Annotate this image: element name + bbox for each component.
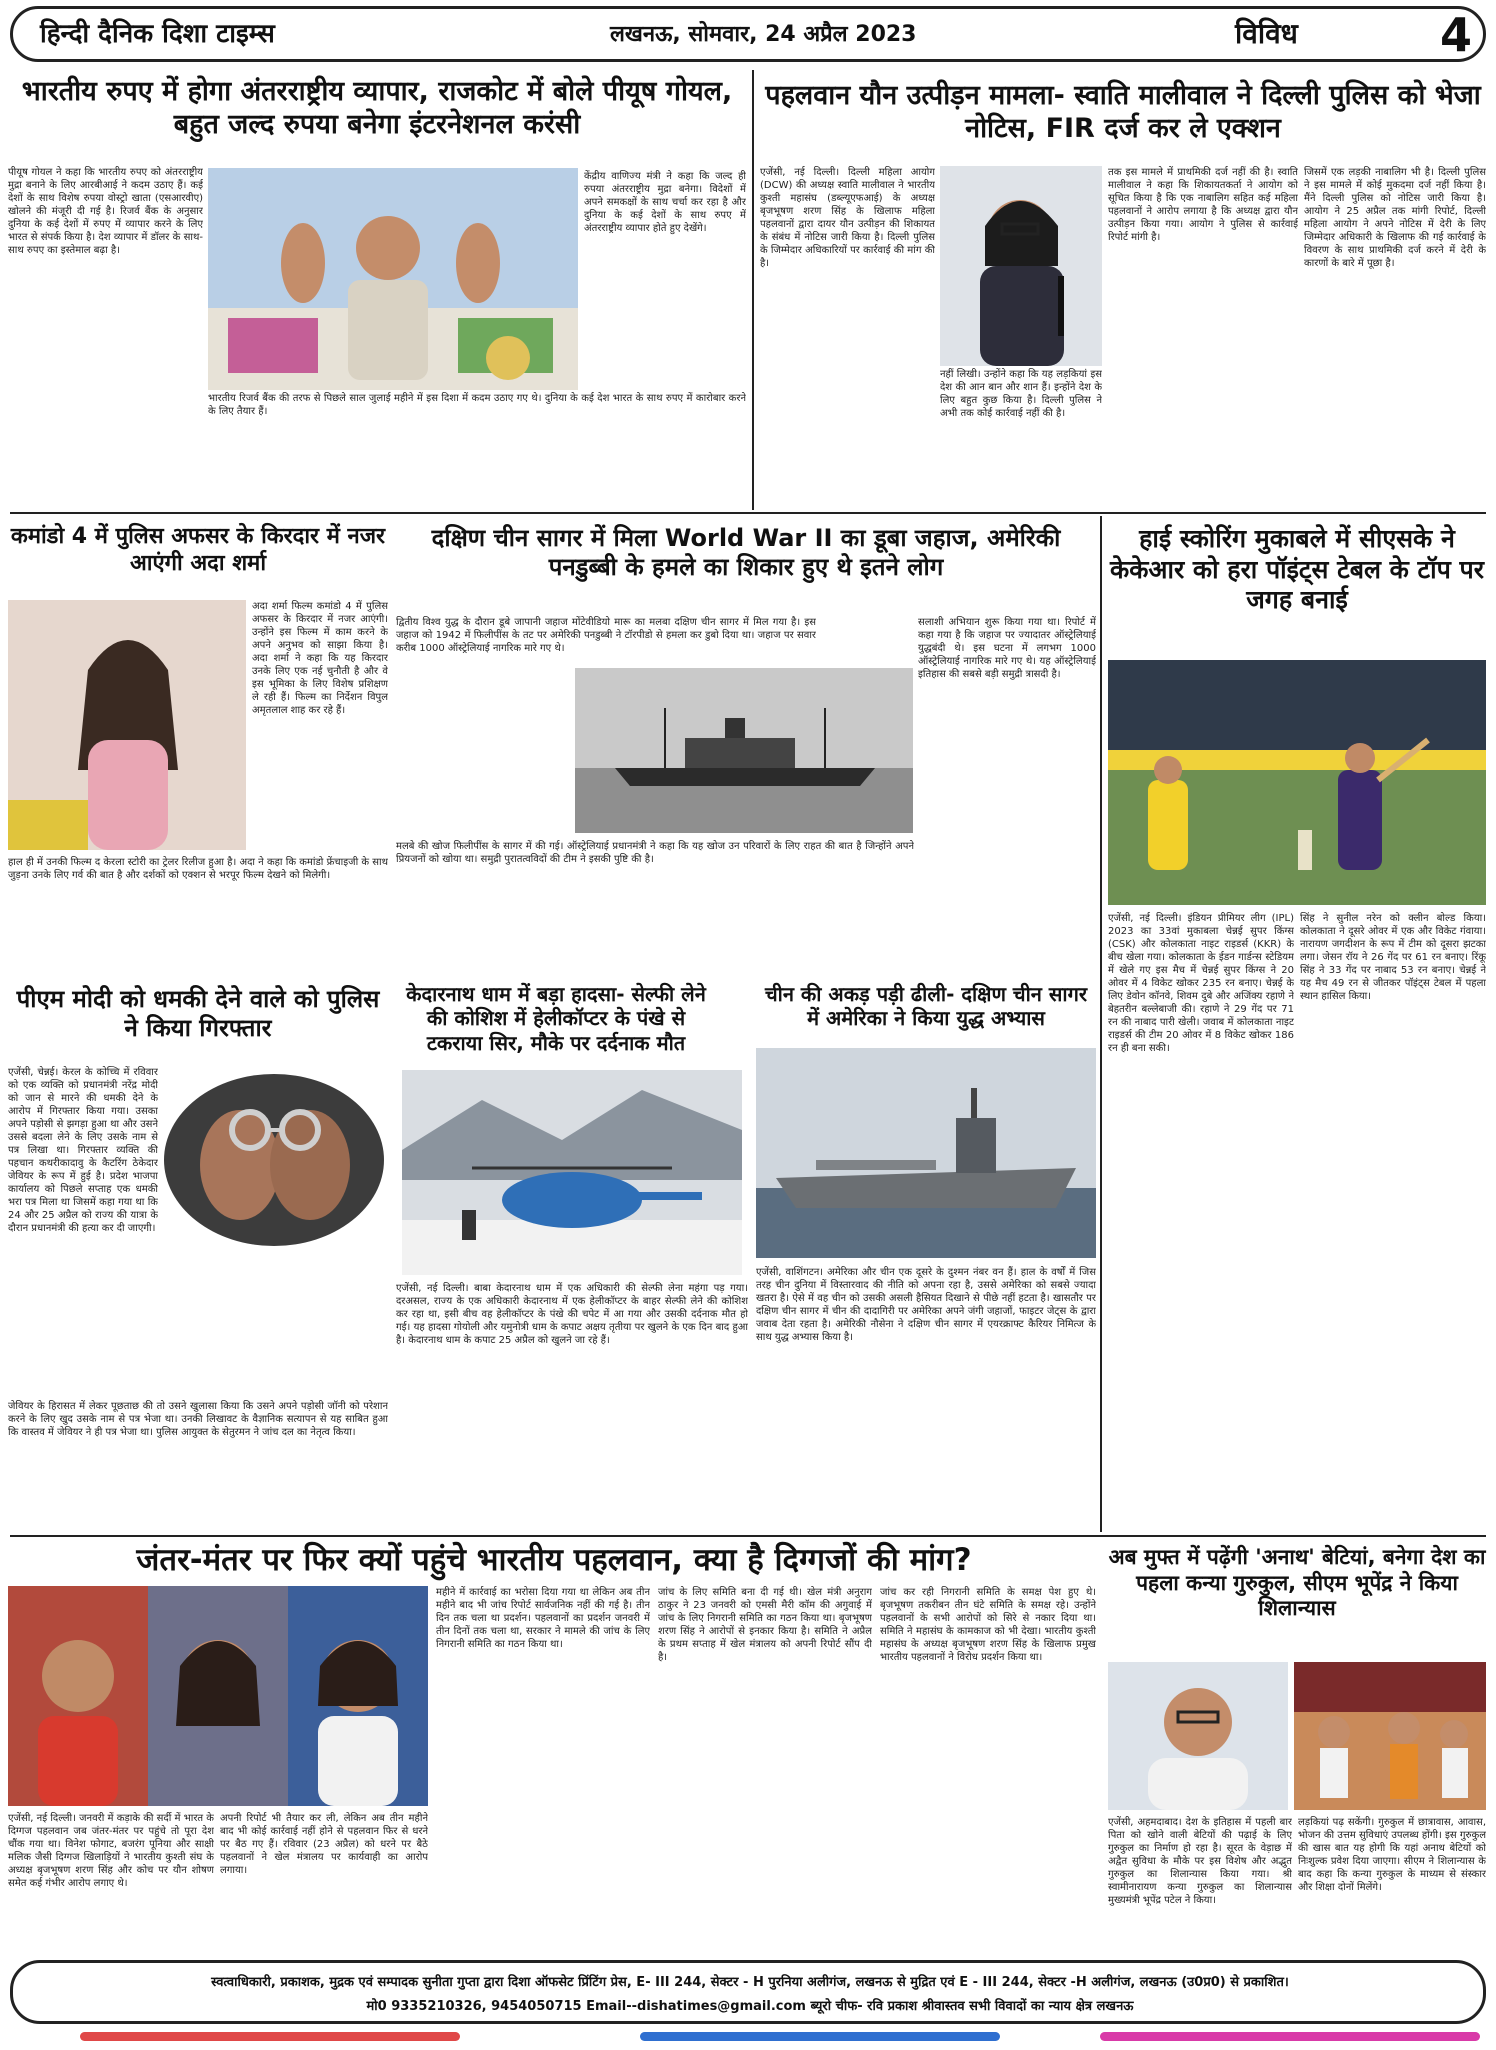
headline-piyush-goyal: भारतीय रुपए में होगा अंतरराष्ट्रीय व्यापार, राजकोट में बोले पीयूष गोयल, बहुत जल्द रुपया बनेगा इंटरनेशनल करंसी (21, 76, 733, 140)
photo-cricket-match (1108, 660, 1486, 905)
headline-commando-4: कमांडो 4 में पुलिस अफसर के किरदार में नजर आएंगी अदा शर्मा (10, 524, 386, 576)
photo-swati-maliwal (940, 166, 1102, 366)
headline-world-war-ii-ship: दक्षिण चीन सागर में मिला World War II का डूबा जहाज, अमेरिकी पनडुब्बी के हमले का शिकार हुए थे इतने लोग (431, 524, 1061, 582)
article-body: जिसमें एक लड़की नाबालिग भी है। दिल्ली पुलिस ने इस मामले में कोई मुकदमा दर्ज नहीं किया है। मैंने दिल्ली पुलिस को नोटिस जारी किया है। आयोग ने 25 अप्रैल तक मांगी रिपोर्ट, दिल्ली महिला आयोग ने अपने नोटिस में देरी के लिए जिम्मेदार अधिकारी के खिलाफ की गई कार्रवाई के विवरण के साथ प्राथमिकी दर्ज करने में देरी के कारणों के बारे में पूछा है। (1304, 167, 1486, 269)
article-body: जेवियर के हिरासत में लेकर पूछताछ की तो उसने खुलासा किया कि उसने अपने पड़ोसी जॉनी को परेशान करने के लिए खुद उसके नाम से पत्र भेजा था। उनकी लिखावट के वैज्ञानिक सत्यापन से यह साबित हुआ कि वास्तव में जेवियर ने ही पत्र भेजा था। पुलिस आयुक्त के सेतुरमन ने जांच दल का नेतृत्व किया। (8, 1401, 388, 1438)
article-body: एजेंसी, वाशिंगटन। अमेरिका और चीन एक दूसरे के दुश्मन नंबर वन हैं। हाल के वर्षों में जिस तरह चीन दुनिया में विस्तारवाद की नीति को अपना रहा है, उससे अमेरिका को सबसे ज्यादा खतरा है। ऐसे में वह चीन को उसकी असली हैसियत दिखाने से पीछे नहीं हटता है। खासतौर पर दक्षिण चीन सागर में चीन की दादागिरी पर अमेरिका अपने जंगी जहाजों, फाइटर जेट्स के द्वारा जवाब देता रहता है। अमेरिकी नौसेना ने दक्षिण चीन सागर में एयरक्राफ्ट कैरियर निमित्ज के साथ युद्ध अभ्यास किया है। (756, 1267, 1096, 1343)
article-body: अदा शर्मा फिल्म कमांडो 4 में पुलिस अफसर के किरदार में नजर आएंगी। उन्होंने इस फिल्म में काम करने के अपने अनुभव को साझा किया है। अदा शर्मा ने कहा कि यह किरदार उनके लिए एक नई चुनौती है और वे इस भूमिका के लिए विशेष प्रशिक्षण ले रही हैं। फिल्म का निर्देशन विपुल अमृतलाल शाह कर रहे हैं। (252, 601, 388, 716)
article-body: अपनी रिपोर्ट भी तैयार कर ली, लेकिन अब तीन महीने बाद भी कोई कार्रवाई नहीं होने से पहलवान फिर से धरने पर बैठ गए हैं। रविवार (23 अप्रैल) को धरने पर बैठे पहलवानों ने खेल मंत्रालय पर कार्यवाही का आरोप लगाया। (220, 1813, 428, 1876)
headline-gurukul: अब मुफ्त में पढ़ेंगी 'अनाथ' बेटियां, बनेगा देश का पहला कन्या गुरुकुल, सीएम भूपेंद्र ने किया शिलान्यास (1108, 1545, 1486, 1621)
article-body: द्वितीय विश्व युद्ध के दौरान डूबे जापानी जहाज मोंटेवीडियो मारू का मलबा दक्षिण चीन सागर में मिल गया है। इस जहाज को 1942 में फिलीपींस के तट पर अमेरिकी पनडुब्बी ने टॉरपीडो से हमला कर डुबो दिया था। जहाज पर सवार करीब 1000 ऑस्ट्रेलियाई नागरिक मारे गए थे। (396, 617, 816, 654)
dateline: लखनऊ, सोमवार, 24 अप्रैल 2023 (610, 22, 917, 47)
decorative-bar-pink (1100, 2032, 1480, 2041)
photo-helicopter (402, 1070, 742, 1275)
decorative-bar-blue (640, 2032, 1000, 2041)
article-body: पीयूष गोयल ने कहा कि भारतीय रुपए को अंतरराष्ट्रीय मुद्रा बनाने के लिए आरबीआई ने कदम उठाए हैं। कई देशों के साथ विशेष रुपया वोस्ट्रो खाता (एसआरवीए) खोलने की मंजूरी दी गई है। रिजर्व बैंक के अनुसार दुनिया के कई देशों में रुपए में व्यापार करने के लिए भारत से संपर्क किया है। देश व्यापार में डॉलर के साथ-साथ रुपए का इस्तेमाल बढ़ा है। (8, 167, 203, 256)
photo-adah-sharma (8, 600, 246, 850)
headline-south-china-sea: चीन की अकड़ पड़ी ढीली- दक्षिण चीन सागर में अमेरिका ने किया युद्ध अभ्यास (764, 982, 1088, 1031)
article-body: भारतीय रिजर्व बैंक की तरफ से पिछले साल जुलाई महीने में इस दिशा में कदम उठाए गए थे। दुनिया के कई देश भारत के साथ रुपए में कारोबार करने के लिए तैयार हैं। (208, 393, 746, 417)
article-body: केंद्रीय वाणिज्य मंत्री ने कहा कि जल्द ही रुपया अंतरराष्ट्रीय मुद्रा बनेगा। विदेशों में अपने समकक्षों के साथ चर्चा कर रहा है और दुनिया के कई देशों के साथ रुपए में अंतरराष्ट्रीय व्यापार होते हुए देखेंगे। (584, 171, 746, 234)
headline-pm-modi-threat: पीएम मोदी को धमकी देने वाले को पुलिस ने किया गिरफ्तार (16, 985, 380, 1043)
article-body: नहीं लिखी। उन्होंने कहा कि यह लड़कियां इस देश की आन बान और शान हैं। इन्होंने देश के लिए बहुत कुछ किया है। दिल्ली पुलिस ने अभी तक कोई कार्रवाई नहीं की है। (940, 369, 1102, 419)
divider (752, 70, 754, 510)
article-body: एजेंसी, नई दिल्ली। जनवरी में कड़ाके की सर्दी में भारत के दिग्गज पहलवान जब जंतर-मंतर पर पहुंचे तो पूरा देश चौंक गया था। विनेश फोगाट, बजरंग पूनिया और साक्षी मलिक जैसी दिग्गज खिलाड़ियों ने भारतीय कुश्ती संघ के अध्यक्ष बृजभूषण शरण सिंह और कोच पर यौन शोषण समेत कई गंभीर आरोप लगाए थे। (8, 1813, 214, 1889)
article-body: एजेंसी, नई दिल्ली। दिल्ली महिला आयोग (DCW) की अध्यक्ष स्वाति मालीवाल ने भारतीय कुश्ती महासंघ (डब्ल्यूएफआई) के अध्यक्ष बृजभूषण शरण सिंह के खिलाफ महिला पहलवानों द्वारा दायर यौन उत्पीड़न की शिकायत के संबंध में नोटिस जारी किया है। दिल्ली पुलिस के जिम्मेदार अधिकारियों पर कार्रवाई की मांग की है। (760, 167, 935, 269)
article-body: एजेंसी, नई दिल्ली। इंडियन प्रीमियर लीग (IPL) 2023 का 33वां मुकाबला चेन्नई सुपर किंग्स (CSK) और कोलकाता नाइट राइडर्स (KKR) के बीच खेला गया। कोलकाता के ईडन गार्डन्स स्टेडियम में खेले गए इस मैच में चेन्नई सुपर किंग्स ने 20 ओवर में 4 विकेट खोकर 235 रन बनाए। चेन्नई के लिए डेवोन कॉनवे, शिवम दुबे और अजिंक्य रहाणे ने बेहतरीन बल्लेबाजी की। रहाणे ने 29 गेंद पर 71 रन की नाबाद पारी खेली। जवाब में कोलकाता नाइट राइडर्स की टीम 20 ओवर में 8 विकेट खोकर 186 रन ही बना सकी। (1108, 913, 1294, 1054)
photo-cm-bhupendra-patel (1108, 1662, 1288, 1810)
photo-handcuffs (160, 1070, 388, 1250)
article-body: महीने में कार्रवाई का भरोसा दिया गया था लेकिन अब तीन महीने बाद भी जांच रिपोर्ट सार्वजनिक नहीं की गई है। तीन दिन तक चला था प्रदर्शन। पहलवानों का प्रदर्शन जनवरी में तीन दिनों तक चला था, सरकार ने मामले की जांच के लिए निगरानी समिति का गठन किया था। (436, 1587, 650, 1650)
headline-jantar-mantar: जंतर-मंतर पर फिर क्यों पहुंचे भारतीय पहलवान, क्या है दिग्गजों की मांग? (136, 1542, 972, 1578)
headline-swati-maliwal: पहलवान यौन उत्पीड़न मामला- स्वाति मालीवाल ने दिल्ली पुलिस को भेजा नोटिस, FIR दर्ज कर ले एक्शन (765, 80, 1481, 144)
article-body: एजेंसी, अहमदाबाद। देश के इतिहास में पहली बार पिता को खोने वाली बेटियों की पढ़ाई के लिए गुरुकुल का निर्माण हो रहा है। सूरत के वेड़ाछ में अद्वैत सुविधा के मौके पर इस विशेष और अद्भुत गुरुकुल का शिलान्यास किया गया। श्री स्वामीनारायण कन्या गुरुकुल का शिलान्यास मुख्यमंत्री भूपेंद्र पटेल ने किया। (1108, 1817, 1292, 1906)
divider (1100, 516, 1102, 1532)
contact-line: मो0 9335210326, 9454050715 Email--dishatimes@gmail.com ब्यूरो चीफ- रवि प्रकाश श्रीवास्तव सभी विवादों का न्याय क्षेत्र लखनऊ (366, 1999, 1134, 2014)
headline-kedarnath: केदारनाथ धाम में बड़ा हादसा- सेल्फी लेने की कोशिश में हेलीकॉप्टर के पंखे से टकराया सिर, मौके पर दर्दनाक मौत (406, 982, 706, 1055)
photo-wrestlers (8, 1586, 428, 1806)
article-body: लड़कियां पढ़ सकेंगी। गुरुकुल में छात्रावास, आवास, भोजन की उत्तम सुविधाएं उपलब्ध होंगी। इस गुरुकुल की खास बात यह होगी कि यहां अनाथ बेटियों को निःशुल्क प्रवेश दिया जाएगा। सीएम ने शिलान्यास के बाद कहा कि कन्या गुरुकुल के माध्यम से संस्कार और शिक्षा दोनों मिलेंगे। (1298, 1817, 1486, 1893)
imprint-line: स्वत्वाधिकारी, प्रकाशक, मुद्रक एवं सम्पादक सुनीता गुप्ता द्वारा दिशा ऑफसेट प्रिंटिंग प्रेस, E- III 244, सेक्टर - H पुरनिया अलीगंज, लखनऊ से मुद्रित एवं E - III 244, सेक्टर -H अलीगंज, लखनऊ (उ0प्र0) से प्रकाशित। (211, 1975, 1289, 1990)
article-body: मलबे की खोज फिलीपींस के सागर में की गई। ऑस्ट्रेलियाई प्रधानमंत्री ने कहा कि यह खोज उन परिवारों के लिए राहत की बात है जिन्होंने अपने प्रियजनों को खोया था। समुद्री पुरातत्वविदों की टीम ने इसकी पुष्टि की है। (396, 841, 914, 865)
article-body: एजेंसी, नई दिल्ली। बाबा केदारनाथ धाम में एक अधिकारी की सेल्फी लेना महंगा पड़ गया। दरअसल, राज्य के एक अधिकारी केदारनाथ में एक हेलीकॉप्टर के बाहर सेल्फी लेने की कोशिश कर रहा था, इसी बीच वह हेलीकॉप्टर के पंखे की चपेट में आ गया और उसकी दर्दनाक मौत हो गई। यह हादसा गोयोली और यमुनोत्री धाम के कपाट अक्षय तृतीया पर खुलने के एक दिन बाद हुआ है। केदारनाथ धाम के कपाट 25 अप्रैल को खुलने जा रहे हैं। (396, 1283, 748, 1346)
photo-aircraft-carrier (756, 1048, 1096, 1258)
page-number: 4 (1440, 8, 1473, 62)
divider (10, 1535, 1486, 1537)
article-body: जांच कर रही निगरानी समिति के समक्ष पेश हुए थे। बृजभूषण तकरीबन तीन घंटे समिति के समक्ष रहे। उन्होंने पहलवानों के सभी आरोपों को सिरे से नकार दिया था। समिति ने महासंघ के कामकाज को भी देखा। भारतीय कुश्ती महासंघ के अध्यक्ष बृजभूषण शरण सिंह के खिलाफ प्रमुख भारतीय पहलवानों ने विरोध प्रदर्शन किया था। (880, 1587, 1096, 1663)
photo-piyush-goyal (208, 168, 578, 390)
article-body: हाल ही में उनकी फिल्म द केरला स्टोरी का ट्रेलर रिलीज हुआ है। अदा ने कहा कि कमांडो फ्रेंचाइजी के साथ जुड़ना उनके लिए गर्व की बात है और दर्शकों को एक्शन से भरपूर फिल्म देखने को मिलेगी। (8, 857, 388, 881)
decorative-bar-red (80, 2032, 460, 2041)
article-body: तक इस मामले में प्राथमिकी दर्ज नहीं की है। स्वाति मालीवाल ने कहा कि शिकायतकर्ता ने आयोग को सूचित किया है कि एक नाबालिग सहित कई महिला पहलवानों ने आरोप लगाया है कि अध्यक्ष द्वारा यौन उत्पीड़न किया गया। आयोग ने पुलिस से कार्रवाई रिपोर्ट मांगी है। (1108, 167, 1298, 243)
article-body: एजेंसी, चेन्नई। केरल के कोच्चि में रविवार को एक व्यक्ति को प्रधानमंत्री नरेंद्र मोदी को जान से मारने की धमकी देने के आरोप में गिरफ्तार किया गया। उसका अपने पड़ोसी से झगड़ा हुआ था और उसने उससे बदला लेने के लिए उसके नाम से पत्र लिखा था। गिरफ्तार व्यक्ति की पहचान कथरीकादावु के कैटरिंग ठेकेदार जेवियर के रूप में हुई है। प्रदेश भाजपा कार्यालय को पिछले सप्ताह एक धमकी भरा पत्र मिला था जिसमें कहा गया था कि 24 और 25 अप्रैल को राज्य की यात्रा के दौरान प्रधानमंत्री की हत्या कर दी जाएगी। (8, 1067, 158, 1234)
photo-foundation-ceremony (1294, 1662, 1486, 1810)
newspaper-name: हिन्दी दैनिक दिशा टाइम्स (40, 19, 275, 49)
section-name: विविध (1235, 17, 1298, 50)
photo-sunken-ship (575, 668, 913, 833)
article-body: सिंह ने सुनील नरेन को क्लीन बोल्ड किया। कोलकाता ने दूसरे ओवर में एक और विकेट गंवाया। नारायण जगदीशन के रूप में टीम को दूसरा झटका लगा। जेसन रॉय ने 26 गेंद पर 61 रन बनाए। रिंकू सिंह ने 33 गेंद पर नाबाद 53 रन बनाए। चेन्नई ने यह मैच 49 रन से जीतकर पॉइंट्स टेबल में पहला स्थान हासिल किया। (1300, 913, 1486, 1002)
headline-csk-kkr: हाई स्कोरिंग मुकाबले में सीएसके ने केकेआर को हरा पॉइंट्स टेबल के टॉप पर जगह बनाई (1110, 524, 1484, 614)
footer-frame (10, 1960, 1486, 2024)
article-body: सलाशी अभियान शुरू किया गया था। रिपोर्ट में कहा गया है कि जहाज पर ज्यादातर ऑस्ट्रेलियाई युद्धबंदी थे। इस घटना में लगभग 1000 ऑस्ट्रेलियाई नागरिक मारे गए थे। यह ऑस्ट्रेलियाई इतिहास की सबसे बड़ी समुद्री त्रासदी है। (918, 617, 1096, 680)
divider (10, 512, 1486, 514)
article-body: जांच के लिए समिति बना दी गई थी। खेल मंत्री अनुराग ठाकुर ने 23 जनवरी को एमसी मैरी कॉम की अगुवाई में जांच के लिए निगरानी समिति का गठन किया था। बृजभूषण शरण सिंह ने आरोपों से इनकार किया है। समिति ने अप्रैल के प्रथम सप्ताह में खेल मंत्रालय को अपनी रिपोर्ट सौंप दी है। (658, 1587, 872, 1663)
